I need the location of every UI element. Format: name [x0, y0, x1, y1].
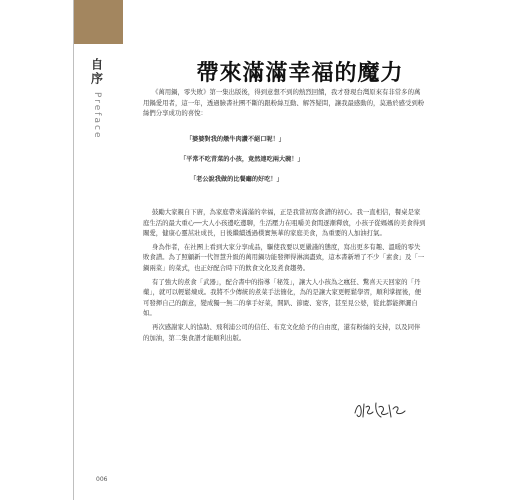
handwritten-signature	[351, 395, 409, 423]
body-text	[143, 207, 426, 346]
body-paragraph: 身為作者，在社團上看到大家分享成品，驅使我要以更嚴謹的態度，寫出更多有趣、溫暖的零失敗食譜。為了照顧新一代智慧升級的萬用鍋功能發揮得淋漓盡致，這本書新增了不少「素食」及「一鍋兩菜」的菜式，也正好配合時下的飲食文化及煮食趨勢。	[143, 242, 425, 272]
margin-rule	[73, 0, 74, 500]
section-label	[86, 58, 108, 139]
page-number: 006	[96, 476, 108, 483]
section-label-zh: 自序	[89, 58, 104, 86]
page-title: 帶來滿滿幸福的魔力	[196, 61, 404, 86]
body-paragraph: 再次感謝家人的協助、飛利浦公司的信任、布克文化給予的自由度，還有粉絲的支持，以及同伴的加油，第二集食譜才能順利出版。	[143, 322, 421, 342]
body-paragraph: 鼓勵大家親自下廚，為家庭帶來滿滿的幸福，正是我當初寫食譜的初心。我一直相信，餐桌是家庭生活的最大重心──大人小孩邊吃邊聊，生活壓力在咀嚼美食間逐漸釋放，小孩子從媽媽的美食得到關愛，健康心靈茁壯成長，日後繼續透過樸實無華的家庭美食，為重要的人加油打氣。	[143, 208, 426, 238]
fan-quote: 「老公說我做的比餐廳的好吃！」	[190, 176, 283, 183]
fan-quote: 「婆婆對我的燉牛肉讚不絕口呢！」	[186, 136, 285, 143]
section-color-block	[73, 0, 123, 44]
fan-quote: 「平常不吃青菜的小孩，竟然連吃兩大碗！」	[180, 156, 304, 163]
section-label-en: Preface	[92, 92, 102, 140]
body-paragraph: 有了強大的煮食「武器」，配合書中的指導「秘笈」，讓大人小孩為之瘋狂、驚喜天天回家的「丹藥」，就可以輕鬆煉成。我將不少傳統的煮菜手法簡化，為的是讓大家更輕鬆學習，順利掌握後，便可發揮自己的創意，變成獨一無二的拿手好菜，開趴、節慶、宴客，甚至見公婆，從此都能揮灑自如。	[143, 277, 421, 318]
fan-quotes	[180, 134, 420, 194]
intro-paragraph: 《萬用鍋，零失敗》第一集出版後，得到意想不到的熱烈回饋，我才發現台灣原來有非常多的萬用鍋愛用者，這一年，透過臉書社團不斷的跟粉絲互動、解答疑問，讓我最感動的，莫過於感受到粉絲們分享成功的喜悅：	[143, 88, 425, 118]
intro-text	[143, 87, 426, 119]
